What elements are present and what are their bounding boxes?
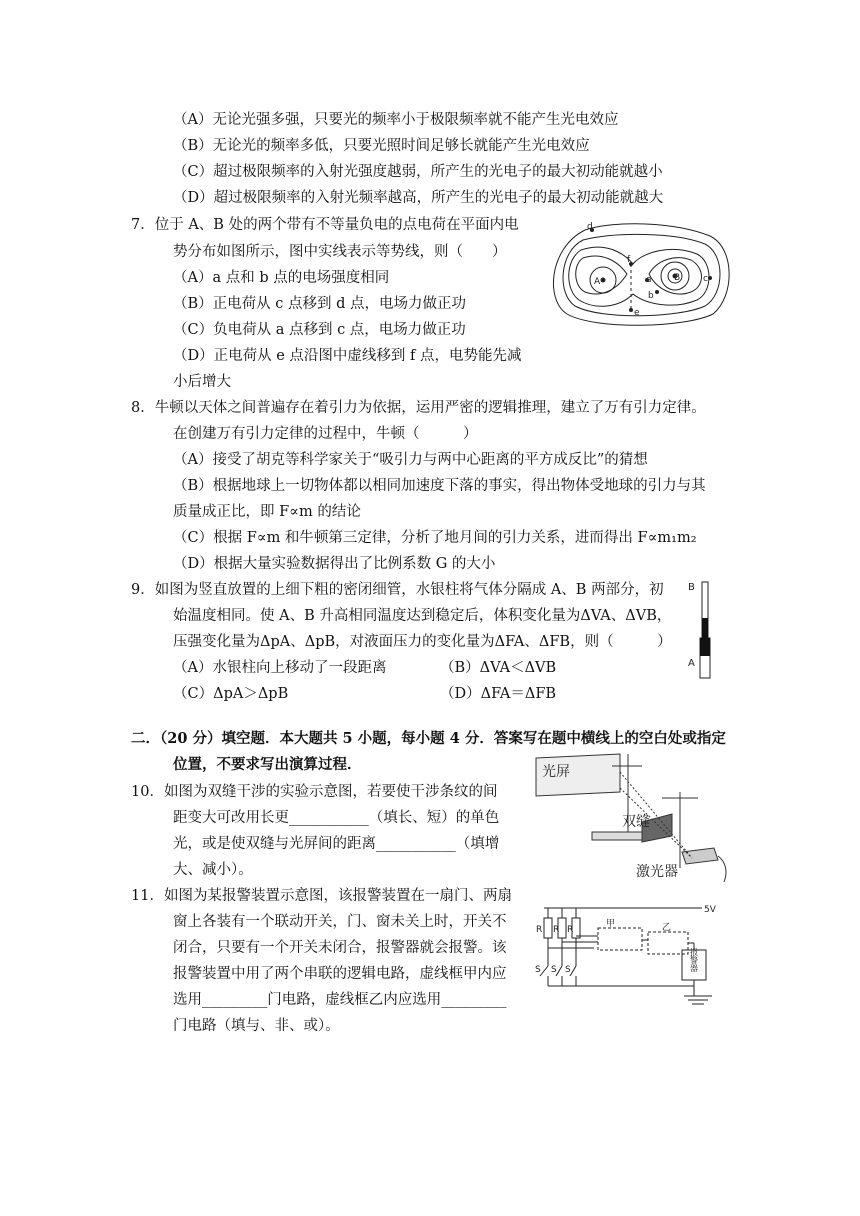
fig-label-s1: S (535, 965, 541, 975)
q8-option-d: （D）根据大量实验数据得出了比例系数 G 的大小 (173, 556, 496, 572)
q8-option-b-line2: 质量成正比，即 F∝m 的结论 (173, 504, 361, 520)
fig-label-s2: S (551, 965, 557, 975)
q11-line2: 窗上各装有一个联动开关，门、窗未关上时，开关不 (173, 914, 507, 930)
q11-line4: 报警装置中用了两个串联的逻辑电路，虚线框甲内应 (173, 966, 507, 982)
q6-option-d: （D）超过极限频率的入射光频率越高，所产生的光电子的最大初动能就越大 (173, 190, 664, 206)
tube-label-B: B (688, 582, 695, 593)
q7-option-b: （B）正电荷从 c 点移到 d 点，电场力做正功 (173, 296, 466, 312)
fig-label-jia: 甲 (606, 919, 616, 929)
q9-stem-line1: 9．如图为竖直放置的上细下粗的密闭细管，水银柱将气体分隔成 A、B 两部分，初 (131, 582, 664, 598)
fig-label-c: c (703, 274, 708, 284)
q8-stem-line1: 8．牛顿以天体之间普遍存在着引力为依据，运用严密的逻辑推理，建立了万有引力定律。 (131, 400, 706, 416)
q7-option-d-line1: （D）正电荷从 e 点沿图中虚线移到 f 点，电势能先减 (173, 348, 522, 364)
q9-option-d: （D）ΔFA＝ΔFB (440, 686, 557, 702)
fig-label-5v: 5V (704, 905, 716, 915)
fig-label-A: A (594, 277, 601, 287)
q9-stem-line3: 压强变化量为ΔpA、ΔpB，对液面压力的变化量为ΔFA、ΔFB，则（ ） (173, 634, 672, 650)
q10-line4: 大、减小）。 (173, 862, 253, 878)
q9-option-c: （C）ΔpA＞ΔpB (173, 686, 289, 702)
fig-label-r2: R (553, 925, 560, 935)
q9-option-b: （B）ΔVA＜ΔVB (440, 660, 557, 676)
fig-label-alarm: 报警器 (689, 948, 699, 972)
fig-label-yi: 乙 (662, 923, 672, 933)
q10-line2: 距变大可改用长更___________（填长、短）的单色 (173, 810, 500, 826)
fig-label-r3: R (567, 925, 574, 935)
q10-line1: 10．如图为双缝干涉的实验示意图，若要使干涉条纹的间 (131, 784, 498, 800)
fig-label-f: f (627, 255, 631, 265)
q11-line6: 门电路（填与、非、或）。 (173, 1018, 340, 1034)
q11-line5: 选用_________门电路，虚线框乙内应选用_________ (173, 992, 507, 1008)
fig-label-screen: 光屏 (542, 764, 570, 780)
q8-option-c: （C）根据 F∝m 和牛顿第三定律，分析了地月间的引力关系，进而得出 F∝m₁m₂ (173, 530, 697, 546)
q6-option-b: （B）无论光的频率多低，只要光照时间足够长就能产生光电效应 (173, 138, 590, 154)
q8-stem-line2: 在创建万有引力定律的过程中，牛顿（ ） (173, 426, 478, 442)
section2-heading-line1: 二．（20 分）填空题．本大题共 5 小题，每小题 4 分．答案写在题中横线上的空白处或指定 (131, 730, 726, 747)
q8-option-b-line1: （B）根据地球上一切物体都以相同加速度下落的事实，得出物体受地球的引力与其 (173, 478, 706, 494)
double-slit-figure (532, 752, 736, 888)
fig-label-a: a (646, 275, 652, 285)
q11-line1: 11．如图为某报警装置示意图，该报警装置在一扇门、两扇 (131, 888, 512, 904)
fig-label-s3: S (565, 965, 571, 975)
q7-option-a: （A）a 点和 b 点的电场强度相同 (173, 270, 390, 286)
q8-option-a: （A）接受了胡克等科学家关于“吸引力与两中心距离的平方成反比”的猜想 (173, 452, 648, 468)
fig-label-slit: 双缝 (622, 814, 650, 830)
fig-label-B: B (674, 273, 681, 283)
fig-label-laser: 激光器 (636, 864, 678, 880)
q6-option-a: （A）无论光强多强，只要光的频率小于极限频率就不能产生光电效应 (173, 112, 619, 128)
fig-label-b: b (648, 291, 654, 301)
q7-option-d-line2: 小后增大 (173, 374, 231, 390)
q7-stem-line2: 势分布如图所示，图中实线表示等势线，则（ ） (173, 244, 507, 260)
q6-option-c: （C）超过极限频率的入射光强度越弱，所产生的光电子的最大初动能就越小 (173, 164, 663, 180)
q9-stem-line2: 始温度相同。使 A、B 升高相同温度达到稳定后，体积变化量为ΔVA、ΔVB， (173, 608, 672, 624)
q9-option-a: （A）水银柱向上移动了一段距离 (173, 660, 387, 676)
q7-stem-line1: 7．位于 A、B 处的两个带有不等量负电的点电荷在平面内电 (131, 217, 519, 233)
alarm-circuit-figure (534, 898, 720, 1014)
fig-label-d: d (587, 222, 593, 232)
sealed-tube-figure (684, 578, 716, 682)
fig-label-r1: R (536, 925, 543, 935)
q11-line3: 闭合，只要有一个开关未闭合，报警器就会报警。该 (173, 940, 507, 956)
equipotential-figure (545, 218, 737, 330)
q7-option-c: （C）负电荷从 a 点移到 c 点，电场力做正功 (173, 322, 466, 338)
section2-heading-line2: 位置，不要求写出演算过程． (173, 756, 362, 773)
q10-line3: 光，或是使双缝与光屏间的距离___________（填增 (173, 836, 500, 852)
fig-label-e: e (634, 308, 640, 318)
tube-label-A: A (688, 658, 695, 669)
